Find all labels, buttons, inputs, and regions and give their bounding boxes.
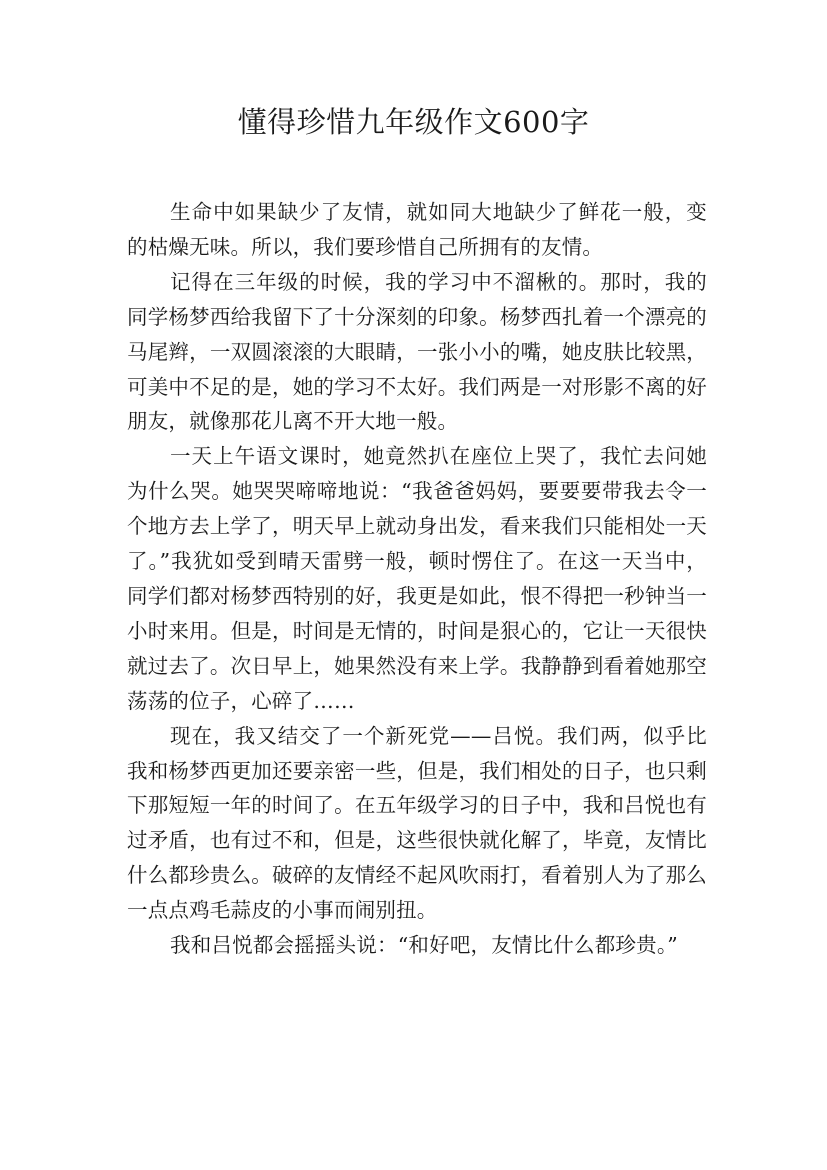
document-title: 懂得珍惜九年级作文600字 bbox=[237, 105, 590, 139]
paragraph-2: 记得在三年级的时候，我的学习中不溜楸的。那时，我的同学杨梦西给我留下了十分深刻的印象。杨梦西扎着一个漂亮的马尾辫，一双圆滚滚的大眼睛，一张小小的嘴，她皮肤比较黑，可美中不足的是，她的学习不太好。我们两是一对形影不离的好朋友，就像那花儿离不开大地一般。 bbox=[127, 269, 707, 434]
paragraph-1: 生命中如果缺少了友情，就如同大地缺少了鲜花一般，变的枯燥无味。所以，我们要珍惜自己所拥有的友情。 bbox=[127, 200, 707, 259]
paragraph-4: 现在，我又结交了一个新死党——吕悦。我们两，似乎比我和杨梦西更加还要亲密一些，但是，我们相处的日子，也只剩下那短短一年的时间了。在五年级学习的日子中，我和吕悦也有过矛盾，也有过不和，但是，这些很快就化解了，毕竟，友情比什么都珍贵么。破碎的友情经不起风吹雨打，看着别人为了那么一点点鸡毛蒜皮的小事而闹别扭。 bbox=[127, 723, 707, 923]
paragraph-5: 我和吕悦都会摇摇头说：“和好吧，友情比什么都珍贵。” bbox=[170, 933, 678, 958]
paragraph-3: 一天上午语文课时，她竟然扒在座位上哭了，我忙去问她为什么哭。她哭哭啼啼地说：“我爸爸妈妈，要要要带我去令一个地方去上学了，明天早上就动身出发，看来我们只能相处一天了。”我犹如受到晴天雷劈一般，顿时愣住了。在这一天当中，同学们都对杨梦西特别的好，我更是如此，恨不得把一秒钟当一小时来用。但是，时间是无情的，时间是狠心的，它让一天很快就过去了。次日早上，她果然没有来上学。我静静到看着她那空荡荡的位子，心碎了…… bbox=[127, 444, 707, 713]
document-body bbox=[127, 195, 707, 963]
